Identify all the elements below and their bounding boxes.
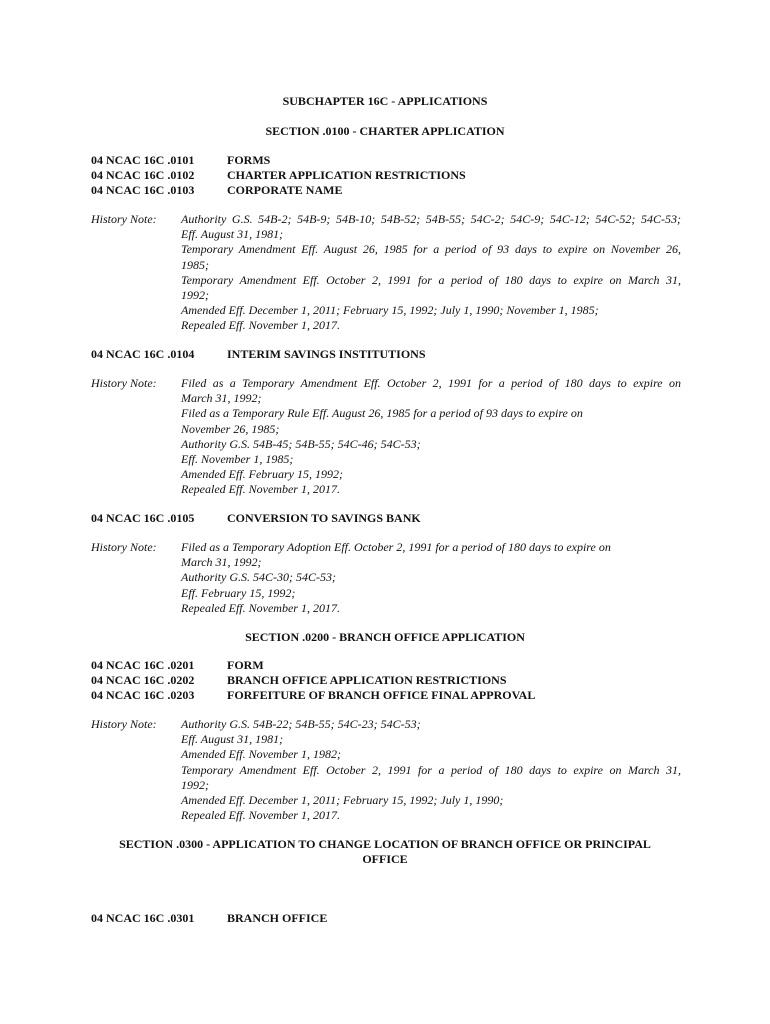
rule-name: BRANCH OFFICE <box>227 911 328 925</box>
section-title: SECTION .0100 - CHARTER APPLICATION <box>265 124 505 138</box>
rule-number: 04 NCAC 16C .0301 <box>91 911 195 925</box>
rule-name: CONVERSION TO SAVINGS BANK <box>227 511 421 525</box>
rule-entry <box>91 911 327 927</box>
rule-name: BRANCH OFFICE APPLICATION RESTRICTIONS <box>227 673 507 687</box>
history-note <box>91 540 681 616</box>
rule-name: FORMS <box>227 153 271 167</box>
section-title-line: OFFICE <box>362 852 408 866</box>
history-note-label: History Note: <box>91 717 157 731</box>
history-line: March 31, 1992; <box>181 555 262 570</box>
history-note <box>91 376 681 498</box>
history-line: Eff. February 15, 1992; <box>181 585 296 600</box>
history-line: Authority G.S. 54C-30; 54C-53; <box>181 570 336 585</box>
history-line: Amended Eff. December 1, 2011; February 15, 1992; July 1, 1990; November 1, 1985; <box>181 303 599 318</box>
rule-name: FORFEITURE OF BRANCH OFFICE FINAL APPROVAL <box>227 688 536 702</box>
history-line: Authority G.S. 54B-2; 54B-9; 54B-10; 54B-52; 54B-55; 54C-2; 54C-9; 54C-12; 54C-52; 54C-53; <box>181 212 681 226</box>
history-line: Eff. August 31, 1981; <box>181 227 284 242</box>
history-line: Amended Eff. November 1, 1982; <box>181 747 341 762</box>
rule-number: 04 NCAC 16C .0203 <box>91 688 195 702</box>
history-note-label: History Note: <box>91 212 157 226</box>
rule-name: FORM <box>227 658 264 672</box>
history-line: Temporary Amendment Eff. October 2, 1991 for a period of 180 days to expire on March 31, <box>181 762 681 777</box>
history-line: Temporary Amendment Eff. August 26, 1985 for a period of 93 days to expire on November 26, <box>181 242 681 257</box>
history-line: Repealed Eff. November 1, 2017. <box>181 600 340 615</box>
rule-number: 04 NCAC 16C .0201 <box>91 658 195 672</box>
history-line: 1985; <box>181 257 209 272</box>
rule-entry <box>91 688 535 704</box>
subchapter-title: SUBCHAPTER 16C - APPLICATIONS <box>282 94 488 108</box>
history-line: Temporary Amendment Eff. October 2, 1991 for a period of 180 days to expire on March 31, <box>181 272 681 287</box>
rule-name: CHARTER APPLICATION RESTRICTIONS <box>227 168 466 182</box>
rule-number: 04 NCAC 16C .0101 <box>91 153 195 167</box>
history-line: March 31, 1992; <box>181 391 262 406</box>
history-line: November 26, 1985; <box>181 421 280 436</box>
history-line: Authority G.S. 54B-45; 54B-55; 54C-46; 54C-53; <box>181 436 421 451</box>
rule-entry <box>91 511 421 527</box>
history-line: Amended Eff. December 1, 2011; February 15, 1992; July 1, 1990; <box>181 793 504 808</box>
history-note-label: History Note: <box>91 540 157 554</box>
history-line: Repealed Eff. November 1, 2017. <box>181 808 340 823</box>
section-title-line: SECTION .0300 - APPLICATION TO CHANGE LOCATION OF BRANCH OFFICE OR PRINCIPAL <box>119 837 651 851</box>
section-title: SECTION .0200 - BRANCH OFFICE APPLICATION <box>245 630 525 644</box>
history-note <box>91 717 681 823</box>
rule-number: 04 NCAC 16C .0104 <box>91 347 195 361</box>
history-line: Eff. November 1, 1985; <box>181 452 294 467</box>
history-line: Repealed Eff. November 1, 2017. <box>181 482 340 497</box>
rule-number: 04 NCAC 16C .0103 <box>91 183 195 197</box>
rule-entry <box>91 183 342 199</box>
history-line: Eff. August 31, 1981; <box>181 732 284 747</box>
history-line: 1992; <box>181 288 209 303</box>
history-line: 1992; <box>181 777 209 792</box>
history-note <box>91 212 681 334</box>
rule-name: INTERIM SAVINGS INSTITUTIONS <box>227 347 426 361</box>
history-line: Filed as a Temporary Amendment Eff. October 2, 1991 for a period of 180 days to expire on <box>181 376 681 390</box>
rule-entry <box>91 153 270 169</box>
rule-name: CORPORATE NAME <box>227 183 343 197</box>
rule-entry <box>91 347 426 363</box>
rule-entry <box>91 168 466 184</box>
section-title <box>0 837 770 867</box>
rule-entry <box>91 673 507 689</box>
history-note-label: History Note: <box>91 376 157 390</box>
history-line: Filed as a Temporary Rule Eff. August 26, 1985 for a period of 93 days to expire on <box>181 406 583 421</box>
history-line: Amended Eff. February 15, 1992; <box>181 467 343 482</box>
rule-number: 04 NCAC 16C .0202 <box>91 673 195 687</box>
rule-number: 04 NCAC 16C .0102 <box>91 168 195 182</box>
history-line: Repealed Eff. November 1, 2017. <box>181 318 340 333</box>
rule-entry <box>91 658 264 674</box>
history-line: Filed as a Temporary Adoption Eff. October 2, 1991 for a period of 180 days to expire on <box>181 540 611 554</box>
history-line: Authority G.S. 54B-22; 54B-55; 54C-23; 54C-53; <box>181 717 421 731</box>
rule-number: 04 NCAC 16C .0105 <box>91 511 195 525</box>
